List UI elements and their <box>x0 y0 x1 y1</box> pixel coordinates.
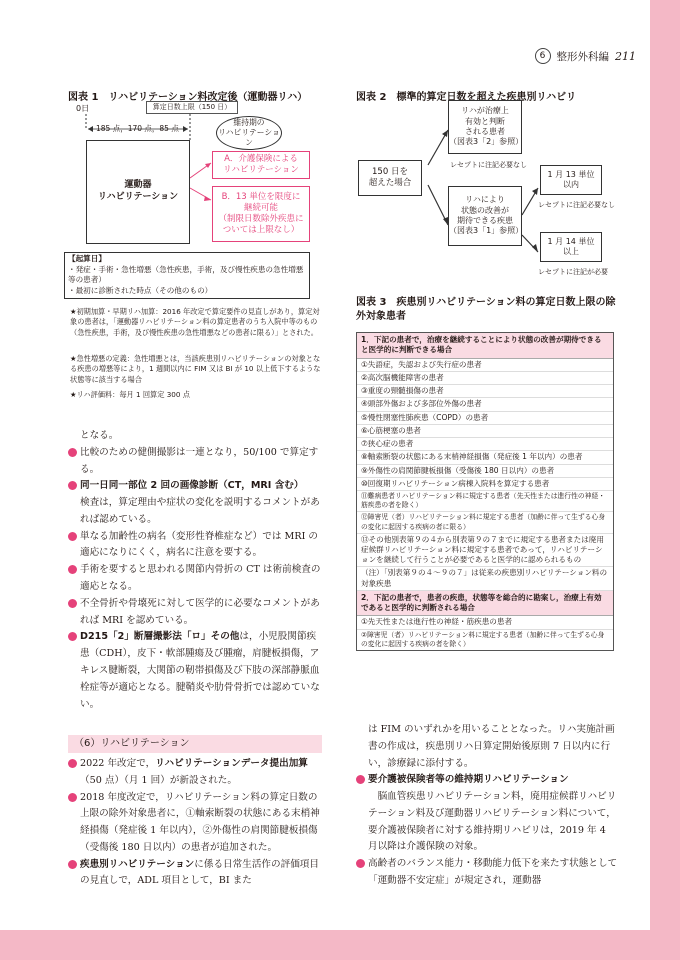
paragraph-text: 手術を要すると思われる関節内骨折の CT は術前検査の適応となる。 <box>80 564 321 593</box>
fig2-upper-note: レセプトに注記必要なし <box>450 161 527 169</box>
bullet-paragraph <box>68 629 324 713</box>
paragraph: となる。 <box>80 430 119 441</box>
fig1-day0: 0日 <box>76 104 90 113</box>
bullet-paragraph <box>68 445 324 479</box>
fig3-item: ②障害児（者）リハビリテーション料に規定する患者（加齢に伴って生ずる心身の変化に起因する疾病の者を除く） <box>361 630 605 648</box>
bullet-icon <box>68 860 77 869</box>
bullet-icon <box>68 565 77 574</box>
fig3-section-1: 1．下記の患者で，治療を継続することにより状態の改善が期待できると医学的に判断できる場合 <box>357 333 613 359</box>
bullet-icon <box>356 775 365 784</box>
bullet-icon <box>68 481 77 490</box>
right-margin-band <box>650 0 680 960</box>
chapter-badge: 6 <box>535 48 551 64</box>
bullet-icon <box>68 793 77 802</box>
fig3-item: ④頭部外傷および多部位外傷の患者 <box>357 398 613 411</box>
fig2-r1-note: レセプトに注記必要なし <box>538 201 615 209</box>
paragraph-text: 高齢者のバランス能力・移動能力低下を来たす状態として「運動器不安定症」が規定され，運動器 <box>368 858 618 887</box>
bullet-icon <box>68 599 77 608</box>
fig1-a-box: A．介護保険による リハビリテーション <box>212 151 310 179</box>
paragraph-text: 2018 年度改定で，リハビリテーション料の算定日数の上限の除外対象患者に，①軸索断裂の状態にある末梢神経損傷（発症後 1 年以内），②外傷性の肩関節腱板損傷（受傷後 180 日以内）の患者が追加された。 <box>80 791 320 853</box>
fig2-r2-note: レセプトに注記が必要 <box>538 268 608 276</box>
kisan-item-2: ・最初に診断された時点（その他のもの） <box>68 285 213 295</box>
paragraph-text: （50 点）（月 1 回）が新設された。 <box>80 774 237 786</box>
fig3-section-2: 2．下記の患者で，患者の疾患，状態等を総合的に勘案し，治療上有効であると医学的に判断される場合 <box>357 591 613 617</box>
fig3-item: ⑬その他別表第９の４から別表第９の７までに規定する患者または廃用症候群リハビリテーション料に規定する患者であって，リハビリテーションを継続して行うことが必要であると医学的に認められるもの <box>357 534 613 568</box>
fig2-upper-box: リハが治療上 有効と判断 される患者 （図表3「2」参照） <box>448 100 522 154</box>
fig2-r1-box: 1 月 13 単位 以内 <box>540 165 602 195</box>
bold-term: 疾患別リハビリテーション <box>80 858 195 870</box>
kisan-item-1: ・発症・手術・急性増悪（急性疾患，手術，及び慢性疾患の急性増悪等の患者） <box>68 264 304 285</box>
fig1-kisan-box <box>64 252 310 299</box>
bullet-icon <box>68 532 77 541</box>
fig1-maintenance-ellipse: 維持期の リハビリテーション <box>216 116 282 150</box>
fig3-item: （注）「別表第９の４～９の７」は従来の疾患別リハビリテーション料の対象疾患 <box>357 567 613 591</box>
paragraph: は FIM のいずれかを用いることとなった。リハ実施計画書の作成は，疾患別リハ日算定開始後原則 7 日以内に行い，診療録に添付する。 <box>368 724 615 769</box>
page-header <box>535 48 637 64</box>
bullet-paragraph <box>68 790 324 857</box>
fig1-limit-label: 算定日数上限（150 日） <box>146 101 238 114</box>
kisan-title: 【起算日】 <box>68 254 106 263</box>
bottom-margin-band <box>0 930 680 960</box>
bullet-icon <box>68 448 77 457</box>
paragraph-text: 比較のための健側撮影は一連となり，50/100 で算定する。 <box>80 446 319 475</box>
fig2-start-box: 150 日を 超えた場合 <box>358 160 422 196</box>
bullet-paragraph <box>356 772 618 789</box>
page-number: 211 <box>615 49 636 63</box>
bullet-icon <box>68 632 77 641</box>
left-body-text <box>68 428 324 713</box>
left-body-text-2 <box>68 756 324 890</box>
paragraph-text: 2022 年改定で， <box>80 758 156 769</box>
paragraph: 脳血管疾患リハビリテーション料，廃用症候群リハビリテーション料及び運動器リハビリテーション料について，要介護被保険者に対する維持期リハビリは，2019 年 4 月以降は介護保険の対象。 <box>368 791 617 853</box>
bullet-paragraph <box>68 529 324 563</box>
bullet-paragraph <box>68 478 324 528</box>
fig3-item: ⑧軸索断裂の状態にある末梢神経損傷（発症後 1 年以内）の患者 <box>357 451 613 464</box>
bullet-paragraph <box>68 857 324 891</box>
bullet-paragraph <box>68 756 324 790</box>
fig3-item: ③重度の頸髄損傷の患者 <box>357 385 613 398</box>
bullet-paragraph <box>356 856 618 890</box>
fig3-item: ⑩回復期リハビリテーション病棟入院料を算定する患者 <box>357 478 613 491</box>
fig1-main-box: 運動器 リハビリテーション <box>86 140 190 244</box>
right-body-text <box>356 722 618 890</box>
bold-term: リハビリテーションデータ提出加算 <box>155 758 308 769</box>
fig1-note-2: ★急性増悪の定義：急性増悪とは，当該疾患別リハビリテーションの対象となる疾患の増悪等により，1 週間以内に FIM 又は BI が 10 以上低下するような状態等に該当する場合 <box>70 354 321 384</box>
fig3-item: ①失語症，失認および失行症の患者 <box>357 359 613 372</box>
bold-term: 同一日同一部位 2 回の画像診断（CT，MRI 含む） <box>80 480 304 492</box>
fig1-note-3: ★リハ評価料：毎月 1 回算定 300 点 <box>70 390 190 399</box>
fig3-title: 図表 3 疾患別リハビリテーション料の算定日数上限の除外対象患者 <box>356 297 616 322</box>
fig3-item: ⑥心筋梗塞の患者 <box>357 425 613 438</box>
bullet-icon <box>68 759 77 768</box>
fig1-note-1: ★初期加算・早期リハ加算：2016 年改定で算定要件の見直しがあり，算定対象の患者は，「運動器リハビリテーション料の算定患者のうち入院中等のもの（急性疾患，手術，及び慢性疾患の急性増悪などの患者に限る）」とされた。 <box>70 307 320 337</box>
fig1-b-box: B．13 単位を限度に 継続可能 （制限日数除外疾患に ついては上限なし） <box>212 186 310 242</box>
fig3-table <box>356 332 614 651</box>
fig2-r2-box: 1 月 14 単位 以上 <box>540 232 602 262</box>
fig3-item: ⑤慢性閉塞性肺疾患（COPD）の患者 <box>357 412 613 425</box>
fig2-title: 図表 2 標準的算定日数を超えた疾患別リハビリ <box>356 92 577 103</box>
fig3-item: ⑪難病患者リハビリテーション料に規定する患者（先天性または進行性の神経・筋疾患の者を除く） <box>357 491 613 512</box>
bullet-paragraph <box>68 596 324 630</box>
fig3-item: ⑫障害児（者）リハビリテーション料に規定する患者（加齢に伴って生ずる心身の変化に起因する疾病の者に限る） <box>357 512 613 533</box>
fig3-item: ①先天性または進行性の神経・筋疾患の患者 <box>357 616 613 629</box>
fig1-title: 図表 1 リハビリテーション料改定後（運動器リハ） <box>68 92 308 103</box>
fig3-item: ②高次脳機能障害の患者 <box>357 372 613 385</box>
paragraph-text: 不全骨折や骨壊死に対して医学的に必要なコメントがあれば MRI を認めている。 <box>80 597 320 626</box>
section-name: 整形外科編 <box>556 50 609 63</box>
paragraph-text: 検査は，算定理由や症状の変化を説明するコメントがあれば認めている。 <box>80 497 320 525</box>
fig1-points: 185 点，170 点，85 点 <box>96 124 179 133</box>
bullet-paragraph <box>68 562 324 596</box>
bullet-icon <box>356 859 365 868</box>
paragraph-text: は，小児股関節疾患（CDH），皮下・軟部腫瘍及び腫瘤，肩腱板損傷，アキレス腱断裂，大関節の靭帯損傷及び下肢の深部静脈血栓症等が適応となる。腱鞘炎や肋骨骨折では認めていない。 <box>80 631 320 710</box>
section-heading: （6）リハビリテーション <box>68 735 322 753</box>
bold-term: 要介護被保険者等の維持期リハビリテーション <box>368 774 569 786</box>
fig3-item: ⑦狭心症の患者 <box>357 438 613 451</box>
paragraph-text: 単なる加齢性の病名（変形性脊椎症など）では MRI の適応になりにくく，病名に注意を要する。 <box>80 530 318 559</box>
bold-term: D215「2」断層撮影法「ロ」その他 <box>80 631 240 643</box>
paragraph-text: に係る日常生活作の評価項目の見直しで，ADL 項目として，BI また <box>80 858 319 887</box>
fig2-lower-box: リハにより 状態の改善が 期待できる疾患 （図表3「1」参照） <box>448 186 522 246</box>
fig3-item: ⑨外傷性の肩関節腱板損傷（受傷後 180 日以内）の患者 <box>357 465 613 478</box>
